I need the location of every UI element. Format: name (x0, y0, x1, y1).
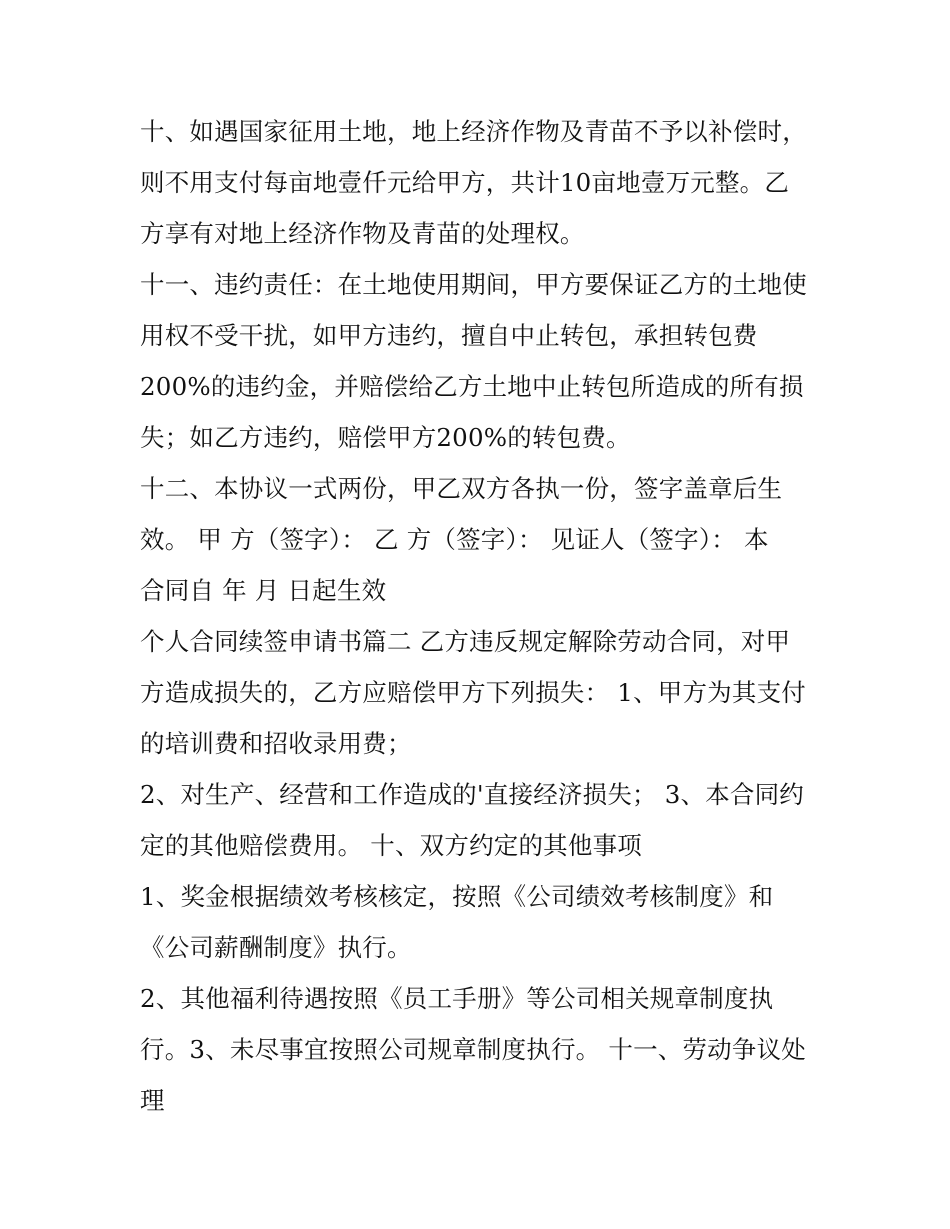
text-line: 定的其他赔偿费用。 十、双方约定的其他事项 (140, 831, 642, 860)
text-line: 2、其他福利待遇按照《员工手册》等公司相关规章制度执 (140, 984, 774, 1013)
text-line: 《公司薪酬制度》执行。 (140, 933, 412, 962)
text-line: 十二、本协议一式两份，甲乙双方各执一份，签字盖章后生 (140, 474, 783, 503)
text-line: 1、奖金根据绩效考核核定，按照《公司绩效考核制度》和 (140, 882, 774, 911)
text-line: 失；如乙方违约，赔偿甲方200%的转包费。 (140, 423, 631, 452)
text-line: 十一、违约责任：在土地使用期间，甲方要保证乙方的土地使 (140, 270, 807, 299)
text-line: 方造成损失的，乙方应赔偿甲方下列损失： 1、甲方为其支付 (140, 678, 806, 707)
text-line: 行。3、未尽事宜按照公司规章制度执行。 十一、劳动争议处 (140, 1035, 806, 1064)
document-body (140, 106, 830, 1126)
text-line: 则不用支付每亩地壹仟元给甲方，共计10亩地壹万元整。乙 (140, 168, 790, 197)
text-line: 200%的违约金，并赔偿给乙方土地中止转包所造成的所有损 (140, 372, 804, 401)
text-line: 十、如遇国家征用土地，地上经济作物及青苗不予以补偿时， (140, 117, 807, 146)
text-line: 用权不受干扰，如甲方违约，擅自中止转包，承担转包费 (140, 321, 758, 350)
text-line: 2、对生产、经营和工作造成的'直接经济损失； 3、本合同约 (140, 780, 804, 809)
text-line: 理 (140, 1086, 165, 1115)
text-line: 个人合同续签申请书篇二 乙方违反规定解除劳动合同，对甲 (140, 627, 791, 656)
text-line: 效。 甲 方（签字）： 乙 方（签字）： 见证人（签字）： 本 (140, 525, 769, 554)
text-line: 的培训费和招收录用费； (140, 729, 412, 758)
text-line: 合同自 年 月 日起生效 (140, 576, 387, 605)
text-line: 方享有对地上经济作物及青苗的处理权。 (140, 219, 585, 248)
